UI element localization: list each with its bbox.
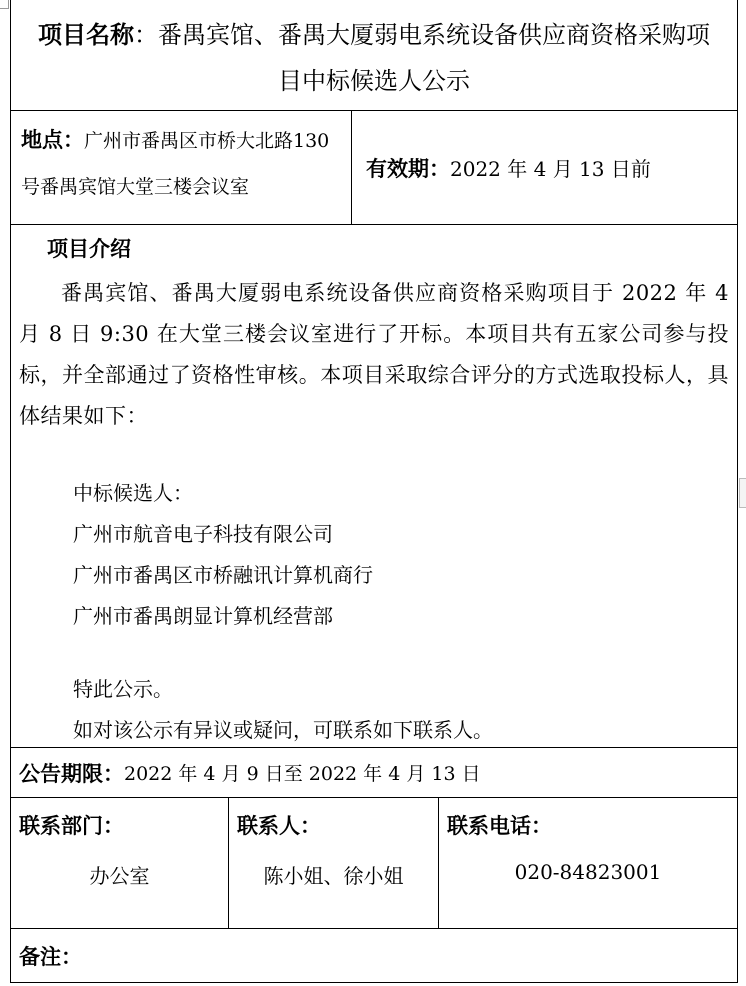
location-label: 地点： — [21, 128, 84, 152]
validity-cell — [352, 111, 737, 224]
closing-line: 特此公示。 — [73, 677, 173, 701]
closing-line: 如对该公示有异议或疑问，可联系如下联系人。 — [73, 718, 493, 742]
candidate-item: 广州市番禺朗显计算机经营部 — [73, 604, 333, 628]
remark-label: 备注： — [19, 945, 82, 969]
contact-phone-cell — [439, 798, 737, 928]
closing-block — [73, 669, 493, 751]
contact-person-value: 陈小姐、徐小姐 — [263, 864, 404, 888]
period-row — [11, 748, 737, 798]
location-row — [11, 111, 737, 225]
project-title-label: 项目名称 — [38, 21, 134, 49]
candidates-label: 中标候选人： — [73, 481, 193, 505]
intro-row — [11, 225, 737, 748]
validity-label: 有效期： — [366, 156, 450, 181]
candidates-block — [73, 473, 373, 637]
period-label: 公告期限： — [19, 761, 124, 786]
validity-value: 2022 年 4 月 13 日前 — [450, 157, 651, 181]
scroll-handle[interactable] — [739, 478, 746, 508]
remark-row — [11, 929, 737, 983]
contact-row — [11, 798, 737, 929]
contact-phone-value: 020-84823001 — [514, 860, 662, 884]
intro-body: 番禺宾馆、番禺大厦弱电系统设备供应商资格采购项目于 2022 年 4 月 8 日 9:30 在大堂三楼会议室进行了开标。本项目共有五家公司参与投标，并全部通过了资格性审核。本项目采取综合评分的方式选取投标人，具体结果如下： — [19, 281, 729, 428]
intro-heading: 项目介绍 — [47, 237, 131, 261]
location-value: 广州市番禺区市桥大北路130号番禺宾馆大堂三楼会议室 — [21, 130, 330, 198]
contact-person-cell — [229, 798, 439, 928]
location-cell — [11, 111, 352, 224]
period-value: 2022 年 4 月 9 日至 2022 年 4 月 13 日 — [124, 763, 481, 785]
page-corner-mark — [0, 0, 9, 9]
contact-person-label: 联系人： — [237, 814, 321, 838]
period-cell — [19, 748, 481, 797]
project-title — [11, 12, 737, 104]
contact-department-label: 联系部门： — [19, 814, 124, 838]
contact-department-cell — [11, 798, 229, 928]
project-title-separator: ： — [134, 21, 158, 49]
title-row — [11, 0, 737, 111]
candidate-item: 广州市航音电子科技有限公司 — [73, 522, 333, 546]
contact-department-value: 办公室 — [89, 864, 150, 888]
notice-table — [10, 0, 738, 983]
contact-phone-label: 联系电话： — [447, 814, 552, 838]
project-title-text: 番禺宾馆、番禺大厦弱电系统设备供应商资格采购项目中标候选人公示 — [158, 21, 710, 95]
candidate-item: 广州市番禺区市桥融讯计算机商行 — [73, 563, 373, 587]
